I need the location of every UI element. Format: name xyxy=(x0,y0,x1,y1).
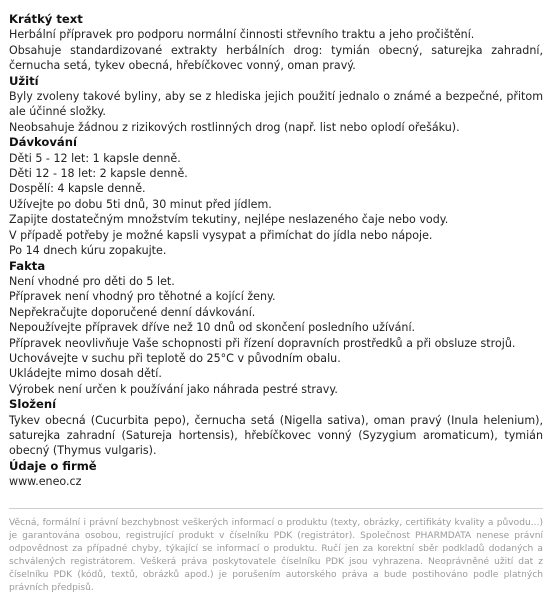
legal-disclaimer: Věcná, formální i právní bezchybnost veškerých informací o produktu (texty, obrázky, certifikáty kvality a původu...) je garantována osobou, registrující produkt v číselníku PDK (registrátor). Společnost PHARMDATA nenese právní odpovědnost za případné chyby, týkající se informací o produktu. Ručí jen za korektní sběr podkladů dodaných a schválených registrátorem. Veškerá práva poskytovatele číselníku PDK jsou vyhrazena. Neoprávněné užití dat z číselníku PDK (kódů, textů, obrázků apod.) je porušením autorského práva a bude postihováno podle platných právních předpisů. xyxy=(9,518,543,593)
short-text-heading: Krátký text xyxy=(9,12,83,26)
dosage-line: V případě potřeby je možné kapsli vysypat a přimíchat do jídla nebo nápoje. xyxy=(9,228,433,242)
usage-paragraph-2: Neobsahuje žádnou z rizikových rostlinných drog (např. list nebo oplodí ořešáku). xyxy=(9,120,460,134)
facts-line: Ukládejte mimo dosah dětí. xyxy=(9,367,162,381)
dosage-line: Děti 5 - 12 let: 1 kapsle denně. xyxy=(9,151,181,165)
dosage-line: Dospělí: 4 kapsle denně. xyxy=(9,182,146,196)
usage-heading: Užití xyxy=(9,73,39,88)
facts-line: Nepřekračujte doporučené denní dávkování. xyxy=(9,305,256,319)
facts-line: Uchovávejte v suchu při teplotě do 25°C v původním obalu. xyxy=(9,351,341,365)
composition-heading: Složení xyxy=(9,397,57,412)
facts-line: Přípravek není vhodný pro těhotné a kojící ženy. xyxy=(9,290,276,304)
dosage-heading: Dávkování xyxy=(9,135,77,150)
short-text-paragraph-2: Obsahuje standardizované extrakty herbálních drog: tymián obecný, saturejka zahradní, černucha setá, tykev obecná, hřebíčkovec vonný, oman pravý. xyxy=(9,43,543,73)
divider xyxy=(9,508,543,509)
short-text-paragraph-1: Herbální přípravek pro podporu normální činnosti střevního traktu a jeho pročištění. xyxy=(9,28,475,42)
dosage-line: Zapijte dostatečným množstvím tekutiny, nejlépe neslazeného čaje nebo vody. xyxy=(9,213,449,227)
dosage-line: Děti 12 - 18 let: 2 kapsle denně. xyxy=(9,167,188,181)
dosage-line: Užívejte po dobu 5ti dnů, 30 minut před jídlem. xyxy=(9,197,272,211)
facts-heading: Fakta xyxy=(9,258,46,273)
company-heading: Údaje o firmě xyxy=(9,458,97,473)
company-url: www.eneo.cz xyxy=(9,475,82,489)
facts-line: Výrobek není určen k používání jako náhrada pestré stravy. xyxy=(9,382,338,396)
facts-line: Není vhodné pro děti do 5 let. xyxy=(9,274,175,288)
usage-paragraph-1: Byly zvoleny takové byliny, aby se z hlediska jejich použití jednalo o známé a bezpečné, přitom ale účinné složky. xyxy=(9,90,543,119)
dosage-line: Po 14 dnech kúru zopakujte. xyxy=(9,244,167,258)
facts-line: Přípravek neovlivňuje Vaše schopnosti při řízení dopravních prostředků a při obsluze strojů. xyxy=(9,336,516,350)
facts-line: Nepoužívejte přípravek dříve než 10 dnů od skončení posledního užívání. xyxy=(9,321,416,335)
product-info xyxy=(9,12,543,490)
composition-text: Tykev obecná (Cucurbita pepo), černucha setá (Nigella sativa), oman pravý (Inula helenium), saturejka zahradní (Satureja hortensis), hřebíčkovec vonný (Syzygium aromaticum), tymián obecný (Thymus vulgaris). xyxy=(9,413,543,458)
